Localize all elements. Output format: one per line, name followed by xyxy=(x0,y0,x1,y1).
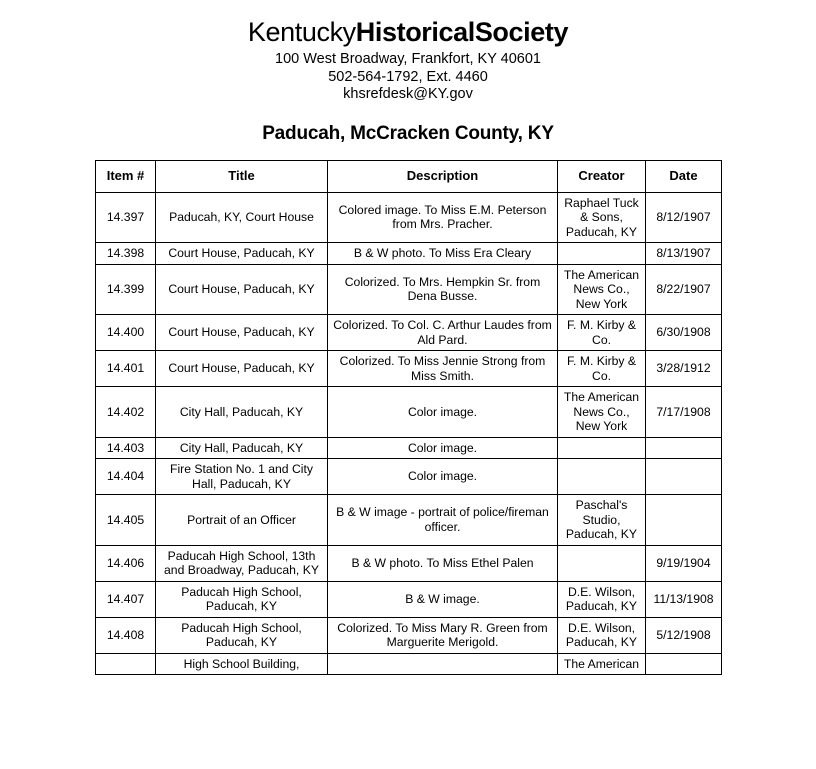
cell-text: D.E. Wilson, Paducah, KY xyxy=(565,620,638,649)
contact-email: khsrefdesk@KY.gov xyxy=(343,86,473,102)
cell-title xyxy=(156,581,328,617)
table-row xyxy=(96,387,722,438)
cell-date xyxy=(646,653,722,675)
cell-date xyxy=(646,243,722,265)
cell-text: 8/13/1907 xyxy=(656,246,711,260)
cell-description xyxy=(328,495,558,546)
contact-address: 100 West Broadway, Frankfort, KY 40601 xyxy=(275,51,541,67)
cell-description xyxy=(328,351,558,387)
cell-creator xyxy=(558,459,646,495)
cell-creator xyxy=(558,617,646,653)
cell-description xyxy=(328,653,558,675)
cell-date xyxy=(646,545,722,581)
table-row xyxy=(96,581,722,617)
cell-item xyxy=(96,387,156,438)
organization-name-light: Kentucky xyxy=(247,17,356,47)
cell-date xyxy=(646,581,722,617)
masthead xyxy=(0,0,816,104)
cell-text: Colorized. To Miss Mary R. Green from Marguerite Merigold. xyxy=(337,620,548,649)
cell-description xyxy=(328,387,558,438)
cell-text: B & W image - portrait of police/fireman officer. xyxy=(336,505,549,534)
cell-creator xyxy=(558,351,646,387)
cell-text: 14.399 xyxy=(106,282,145,296)
cell-creator xyxy=(558,315,646,351)
cell-title xyxy=(156,315,328,351)
cell-title xyxy=(156,545,328,581)
cell-item xyxy=(96,315,156,351)
column-header-creator: Creator xyxy=(558,160,646,192)
cell-date xyxy=(646,192,722,243)
cell-text: B & W photo. To Miss Ethel Palen xyxy=(351,555,534,570)
cell-date xyxy=(646,264,722,315)
cell-text: 14.398 xyxy=(106,246,145,260)
column-header-description: Description xyxy=(328,160,558,192)
table-row xyxy=(96,617,722,653)
cell-date xyxy=(646,617,722,653)
cell-title xyxy=(156,437,328,459)
cell-text: Portrait of an Officer xyxy=(187,512,296,527)
cell-text: Colorized. To Mrs. Hempkin Sr. from Dena Busse. xyxy=(344,274,541,304)
column-header-item: Item # xyxy=(96,160,156,192)
cell-text: 14.408 xyxy=(106,627,145,642)
cell-text: City Hall, Paducah, KY xyxy=(179,404,304,419)
cell-text: 8/12/1907 xyxy=(656,210,711,224)
cell-title xyxy=(156,243,328,265)
cell-text: Colorized. To Miss Jennie Strong from Miss Smith. xyxy=(339,354,546,383)
table-row xyxy=(96,243,722,265)
contact-block xyxy=(0,51,816,104)
cell-text: High School Building, xyxy=(183,656,300,671)
cell-date xyxy=(646,459,722,495)
page-title: Paducah, McCracken County, KY xyxy=(262,122,554,144)
cell-text: The American News Co., New York xyxy=(563,390,640,433)
cell-text: Paducah High School, 13th and Broadway, Paducah, KY xyxy=(164,548,319,577)
cell-creator xyxy=(558,581,646,617)
cell-text: The American xyxy=(563,656,640,671)
table-row xyxy=(96,264,722,315)
cell-text: B & W photo. To Miss Era Cleary xyxy=(353,246,532,260)
cell-creator xyxy=(558,243,646,265)
cell-date xyxy=(646,351,722,387)
cell-text: 14.405 xyxy=(106,512,145,527)
cell-text: Paducah High School, Paducah, KY xyxy=(181,584,302,613)
cell-title xyxy=(156,459,328,495)
table-row xyxy=(96,192,722,243)
cell-title xyxy=(156,617,328,653)
table-row xyxy=(96,437,722,459)
cell-item xyxy=(96,653,156,675)
cell-text: Paschal's Studio, Paducah, KY xyxy=(565,498,638,541)
table-row xyxy=(96,653,722,675)
cell-text: Paducah High School, Paducah, KY xyxy=(181,620,302,649)
cell-item xyxy=(96,617,156,653)
cell-text: 9/19/1904 xyxy=(656,555,711,570)
collection-listing-table xyxy=(95,160,722,676)
cell-creator xyxy=(558,387,646,438)
cell-text: Colorized. To Col. C. Arthur Laudes from Ald Pard. xyxy=(333,318,552,347)
cell-description xyxy=(328,581,558,617)
cell-creator xyxy=(558,264,646,315)
cell-date xyxy=(646,387,722,438)
cell-description xyxy=(328,192,558,243)
cell-description xyxy=(328,545,558,581)
cell-text: 11/13/1908 xyxy=(653,591,714,606)
cell-text: D.E. Wilson, Paducah, KY xyxy=(565,584,638,613)
cell-date xyxy=(646,437,722,459)
cell-text: 8/22/1907 xyxy=(656,282,711,296)
cell-description xyxy=(328,264,558,315)
cell-creator xyxy=(558,653,646,675)
table-header-row xyxy=(96,160,722,192)
table-container xyxy=(0,160,816,676)
table-row xyxy=(96,545,722,581)
cell-text: 14.403 xyxy=(106,440,145,455)
organization-name xyxy=(0,17,816,47)
organization-name-bold: HistoricalSociety xyxy=(355,17,569,47)
cell-text: Court House, Paducah, KY xyxy=(168,361,315,376)
cell-item xyxy=(96,545,156,581)
cell-text: Raphael Tuck & Sons, Paducah, KY xyxy=(564,195,639,239)
cell-text: 14.401 xyxy=(106,361,145,376)
cell-text: 6/30/1908 xyxy=(656,325,711,340)
cell-description xyxy=(328,459,558,495)
cell-text: 14.400 xyxy=(106,325,145,340)
cell-text: 14.397 xyxy=(106,210,145,224)
cell-description xyxy=(328,243,558,265)
cell-title xyxy=(156,653,328,675)
cell-text: Fire Station No. 1 and City Hall, Paducah, KY xyxy=(170,462,313,491)
cell-text: 14.404 xyxy=(106,469,145,484)
cell-text: City Hall, Paducah, KY xyxy=(179,440,304,455)
cell-text: Color image. xyxy=(407,440,478,455)
cell-text: 14.406 xyxy=(106,555,145,570)
cell-creator xyxy=(558,495,646,546)
cell-item xyxy=(96,459,156,495)
cell-text: F. M. Kirby & Co. xyxy=(566,354,637,383)
table-body xyxy=(96,192,722,675)
cell-text: 3/28/1912 xyxy=(656,361,711,376)
cell-text: F. M. Kirby & Co. xyxy=(566,318,637,347)
cell-text: Paducah, KY, Court House xyxy=(169,210,314,224)
cell-creator xyxy=(558,192,646,243)
cell-creator xyxy=(558,437,646,459)
cell-item xyxy=(96,581,156,617)
table-row xyxy=(96,495,722,546)
contact-phone: 502-564-1792, Ext. 4460 xyxy=(328,68,488,85)
cell-title xyxy=(156,495,328,546)
cell-date xyxy=(646,495,722,546)
column-header-title: Title xyxy=(156,160,328,192)
column-header-date: Date xyxy=(646,160,722,192)
cell-text: 14.402 xyxy=(106,404,145,419)
cell-text: The American News Co., New York xyxy=(563,267,640,311)
cell-description xyxy=(328,315,558,351)
cell-item xyxy=(96,351,156,387)
cell-text: Color image. xyxy=(407,404,478,419)
cell-title xyxy=(156,387,328,438)
cell-description xyxy=(328,437,558,459)
cell-item xyxy=(96,192,156,243)
cell-title xyxy=(156,264,328,315)
cell-text: 14.407 xyxy=(106,591,145,606)
cell-text: Court House, Paducah, KY xyxy=(168,325,315,340)
cell-description xyxy=(328,617,558,653)
cell-text: Color image. xyxy=(407,469,478,484)
cell-title xyxy=(156,351,328,387)
cell-creator xyxy=(558,545,646,581)
cell-item xyxy=(96,437,156,459)
cell-text: B & W image. xyxy=(405,591,480,606)
cell-item xyxy=(96,495,156,546)
cell-text: 5/12/1908 xyxy=(656,627,711,642)
table-row xyxy=(96,459,722,495)
cell-text: Court House, Paducah, KY xyxy=(168,282,315,296)
cell-item xyxy=(96,264,156,315)
cell-text: 7/17/1908 xyxy=(656,404,711,419)
cell-item xyxy=(96,243,156,265)
cell-text: Court House, Paducah, KY xyxy=(168,246,315,260)
table-row xyxy=(96,315,722,351)
table-row xyxy=(96,351,722,387)
cell-text: Colored image. To Miss E.M. Peterson from Mrs. Pracher. xyxy=(338,202,547,232)
table-header xyxy=(96,160,722,192)
cell-date xyxy=(646,315,722,351)
cell-title xyxy=(156,192,328,243)
